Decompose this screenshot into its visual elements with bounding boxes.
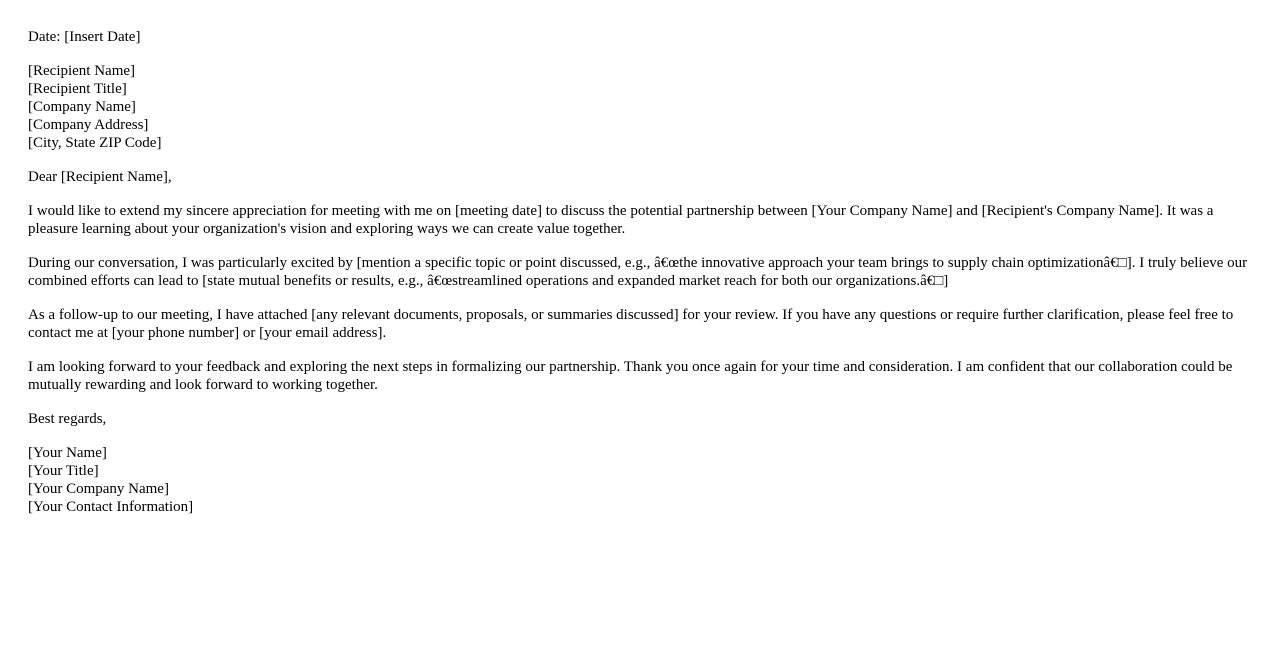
signature-block (28, 444, 1250, 516)
recipient-company: [Company Name] (28, 99, 136, 115)
recipient-city-state-zip: [City, State ZIP Code] (28, 135, 162, 151)
paragraph-conversation: During our conversation, I was particularly excited by [mention a specific topic or point discussed, e.g., â€œthe innovative approach your team brings to supply chain optimizationâ€□]. I truly believe our combined efforts can lead to [state mutual benefits or results, e.g., â€œstreamlined operations and expanded market reach for both our organizations.â€□] (28, 255, 1248, 289)
signature-company: [Your Company Name] (28, 481, 169, 497)
letter-body (28, 28, 1250, 532)
recipient-address: [Company Address] (28, 117, 149, 133)
paragraph-next-steps: I am looking forward to your feedback and exploring the next steps in formalizing our partnership. Thank you once again for your time and consideration. I am confident that our collaboration could be mutually rewarding and look forward to working together. (28, 359, 1233, 393)
signature-name: [Your Name] (28, 445, 107, 461)
date-text: Date: [Insert Date] (28, 29, 141, 45)
recipient-title: [Recipient Title] (28, 81, 127, 97)
date-line (28, 28, 1250, 46)
signature-contact: [Your Contact Information] (28, 499, 194, 515)
salutation: Dear [Recipient Name], (28, 169, 172, 185)
recipient-name: [Recipient Name] (28, 63, 136, 79)
paragraph-follow-up: As a follow-up to our meeting, I have attached [any relevant documents, proposals, or summaries discussed] for your review. If you have any questions or require further clarification, please feel free to contact me at [your phone number] or [your email address]. (28, 307, 1234, 341)
recipient-block (28, 62, 1250, 152)
paragraph-appreciation: I would like to extend my sincere appreciation for meeting with me on [meeting date] to discuss the potential partnership between [Your Company Name] and [Recipient's Company Name]. It was a pleasure learning about your organization's vision and exploring ways we can create value together. (28, 203, 1214, 237)
closing: Best regards, (28, 411, 107, 427)
signature-title: [Your Title] (28, 463, 99, 479)
